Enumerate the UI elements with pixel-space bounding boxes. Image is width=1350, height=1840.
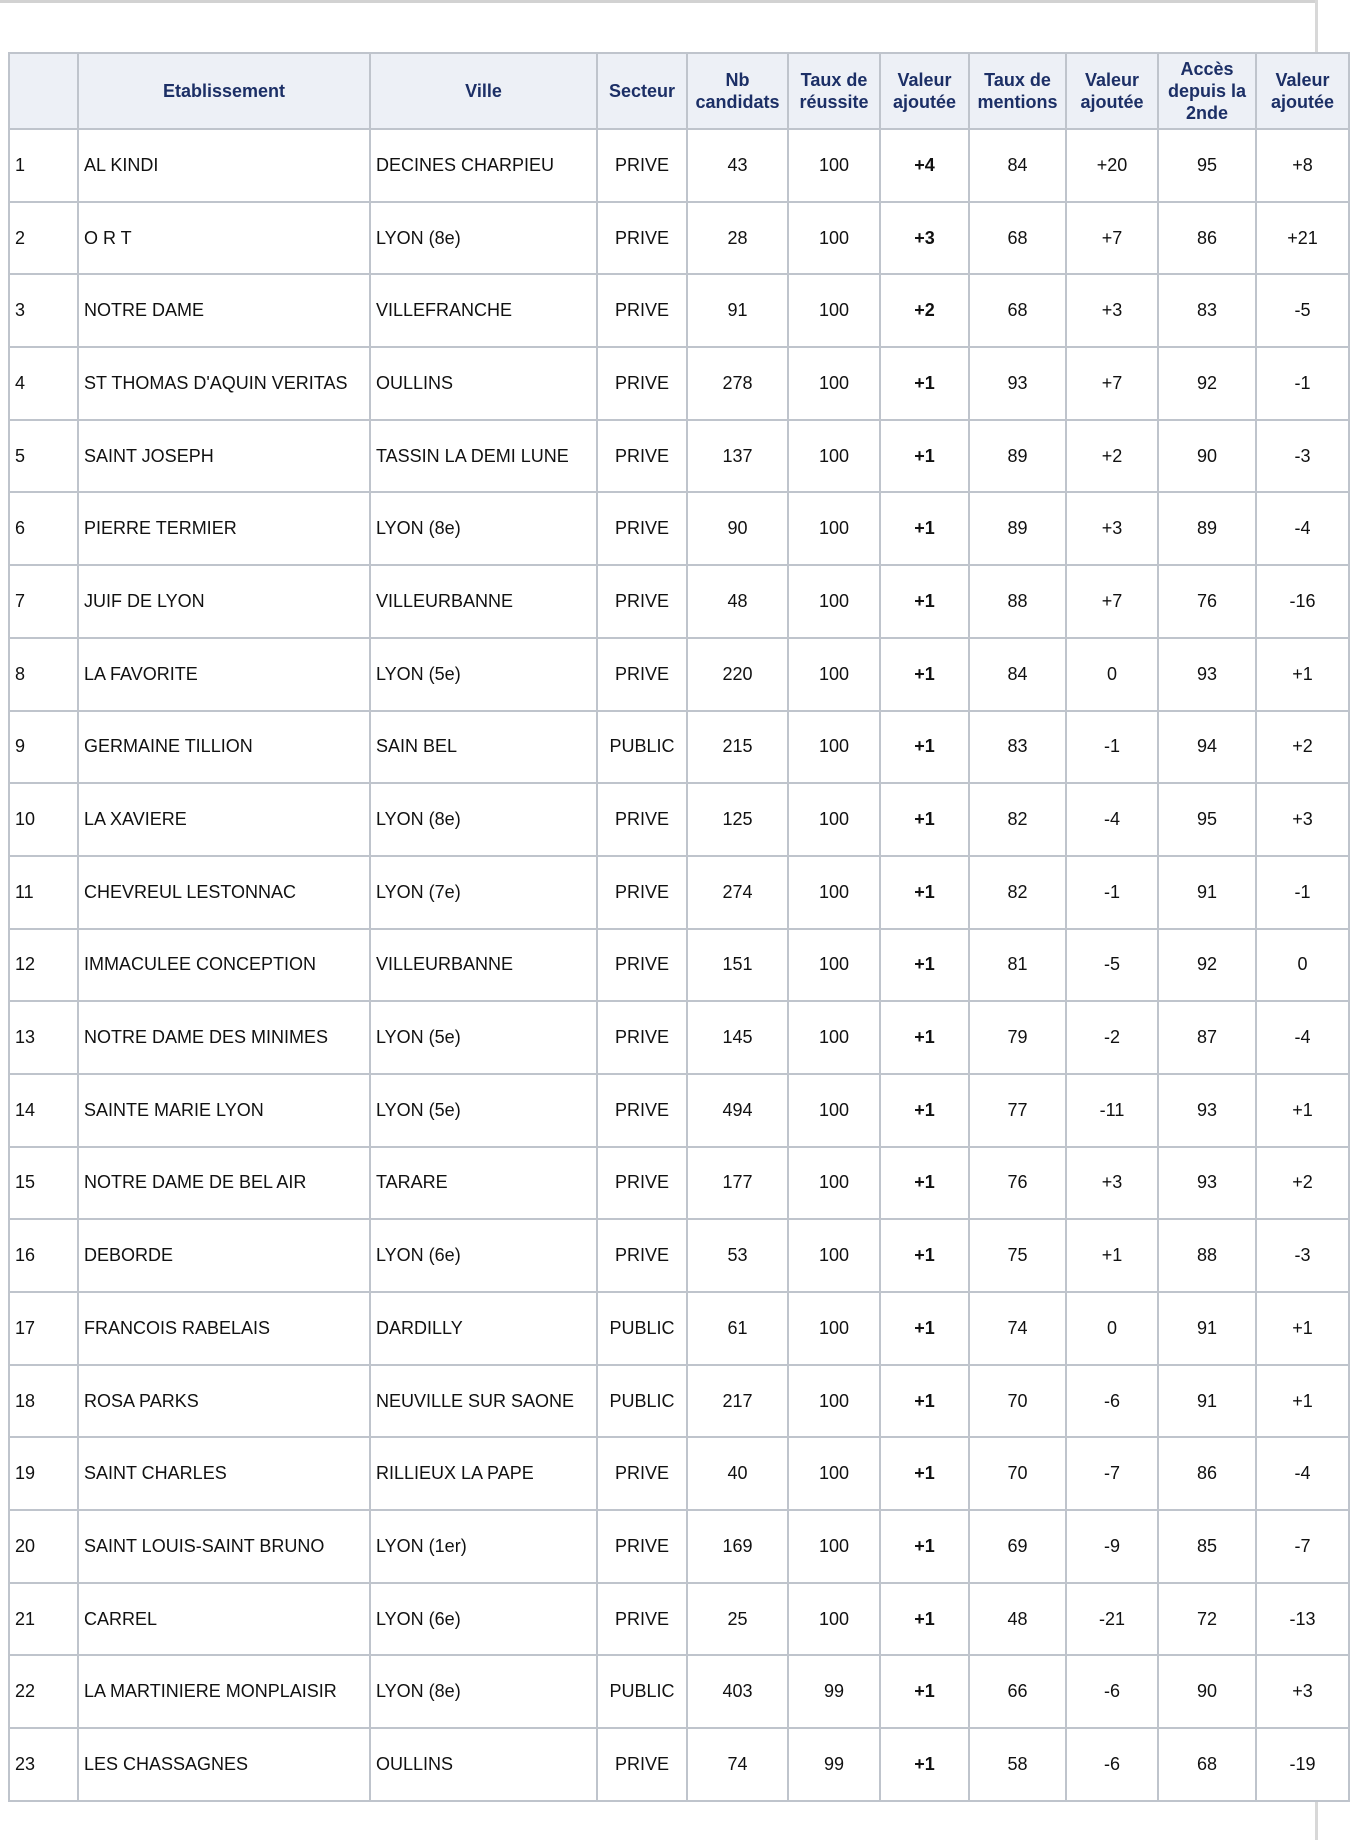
cell-rank: 16 [9, 1219, 78, 1292]
cell-nb-candidats: 278 [687, 347, 788, 420]
cell-etablissement: NOTRE DAME DE BEL AIR [78, 1147, 370, 1220]
cell-ville: OULLINS [370, 347, 597, 420]
cell-valeur-ajoutee-mentions: 0 [1066, 638, 1158, 711]
cell-taux-mentions: 75 [969, 1219, 1066, 1292]
cell-etablissement: IMMACULEE CONCEPTION [78, 929, 370, 1002]
cell-acces-2nde: 93 [1158, 1147, 1256, 1220]
table-row [9, 1583, 1349, 1656]
cell-valeur-ajoutee-mentions: +20 [1066, 129, 1158, 202]
header-valeur-ajoutee-mentions: Valeur ajoutée [1066, 53, 1158, 129]
table-row [9, 638, 1349, 711]
cell-secteur: PRIVE [597, 420, 687, 493]
cell-ville: LYON (8e) [370, 783, 597, 856]
cell-ville: LYON (8e) [370, 492, 597, 565]
cell-etablissement: AL KINDI [78, 129, 370, 202]
cell-taux-mentions: 88 [969, 565, 1066, 638]
table-row [9, 1001, 1349, 1074]
cell-ville: LYON (5e) [370, 1074, 597, 1147]
cell-ville: VILLEURBANNE [370, 565, 597, 638]
cell-acces-2nde: 86 [1158, 202, 1256, 275]
cell-etablissement: LA MARTINIERE MONPLAISIR [78, 1655, 370, 1728]
cell-nb-candidats: 74 [687, 1728, 788, 1801]
table-row [9, 274, 1349, 347]
header-etablissement: Etablissement [78, 53, 370, 129]
cell-acces-2nde: 68 [1158, 1728, 1256, 1801]
cell-secteur: PRIVE [597, 1001, 687, 1074]
table-row [9, 202, 1349, 275]
cell-taux-mentions: 82 [969, 856, 1066, 929]
cell-valeur-ajoutee-mentions: +1 [1066, 1219, 1158, 1292]
cell-valeur-ajoutee-acces: -19 [1256, 1728, 1349, 1801]
cell-valeur-ajoutee-reussite: +1 [880, 565, 969, 638]
cell-secteur: PRIVE [597, 1583, 687, 1656]
cell-etablissement: NOTRE DAME [78, 274, 370, 347]
cell-etablissement: ST THOMAS D'AQUIN VERITAS [78, 347, 370, 420]
cell-ville: DARDILLY [370, 1292, 597, 1365]
cell-acces-2nde: 95 [1158, 783, 1256, 856]
cell-nb-candidats: 90 [687, 492, 788, 565]
cell-rank: 8 [9, 638, 78, 711]
cell-nb-candidats: 403 [687, 1655, 788, 1728]
cell-taux-mentions: 84 [969, 129, 1066, 202]
header-valeur-ajoutee-reussite: Valeur ajoutée [880, 53, 969, 129]
cell-secteur: PRIVE [597, 1728, 687, 1801]
cell-acces-2nde: 91 [1158, 856, 1256, 929]
cell-rank: 14 [9, 1074, 78, 1147]
cell-etablissement: CARREL [78, 1583, 370, 1656]
cell-nb-candidats: 220 [687, 638, 788, 711]
cell-acces-2nde: 92 [1158, 347, 1256, 420]
cell-secteur: PRIVE [597, 856, 687, 929]
cell-rank: 10 [9, 783, 78, 856]
cell-nb-candidats: 125 [687, 783, 788, 856]
cell-taux-reussite: 100 [788, 1510, 880, 1583]
cell-valeur-ajoutee-acces: +3 [1256, 1655, 1349, 1728]
cell-etablissement: LA FAVORITE [78, 638, 370, 711]
cell-secteur: PRIVE [597, 1074, 687, 1147]
cell-ville: VILLEFRANCHE [370, 274, 597, 347]
cell-etablissement: GERMAINE TILLION [78, 711, 370, 784]
cell-rank: 22 [9, 1655, 78, 1728]
cell-valeur-ajoutee-reussite: +1 [880, 1583, 969, 1656]
header-row [9, 53, 1349, 129]
cell-valeur-ajoutee-mentions: +7 [1066, 565, 1158, 638]
cell-acces-2nde: 90 [1158, 1655, 1256, 1728]
cell-taux-mentions: 70 [969, 1365, 1066, 1438]
table-row [9, 783, 1349, 856]
cell-acces-2nde: 72 [1158, 1583, 1256, 1656]
cell-secteur: PUBLIC [597, 1655, 687, 1728]
cell-valeur-ajoutee-reussite: +1 [880, 492, 969, 565]
cell-ville: LYON (5e) [370, 1001, 597, 1074]
cell-valeur-ajoutee-reussite: +4 [880, 129, 969, 202]
cell-valeur-ajoutee-mentions: -21 [1066, 1583, 1158, 1656]
table-row [9, 1147, 1349, 1220]
cell-valeur-ajoutee-mentions: -6 [1066, 1728, 1158, 1801]
table-row [9, 1365, 1349, 1438]
cell-valeur-ajoutee-mentions: -6 [1066, 1655, 1158, 1728]
cell-secteur: PRIVE [597, 929, 687, 1002]
cell-secteur: PRIVE [597, 202, 687, 275]
cell-ville: LYON (5e) [370, 638, 597, 711]
cell-rank: 7 [9, 565, 78, 638]
cell-valeur-ajoutee-reussite: +1 [880, 783, 969, 856]
cell-secteur: PRIVE [597, 1219, 687, 1292]
cell-etablissement: FRANCOIS RABELAIS [78, 1292, 370, 1365]
cell-nb-candidats: 217 [687, 1365, 788, 1438]
cell-rank: 4 [9, 347, 78, 420]
cell-taux-reussite: 100 [788, 1147, 880, 1220]
cell-ville: NEUVILLE SUR SAONE [370, 1365, 597, 1438]
cell-valeur-ajoutee-mentions: +2 [1066, 420, 1158, 493]
cell-rank: 17 [9, 1292, 78, 1365]
table-row [9, 1219, 1349, 1292]
cell-acces-2nde: 88 [1158, 1219, 1256, 1292]
cell-acces-2nde: 91 [1158, 1365, 1256, 1438]
cell-valeur-ajoutee-reussite: +1 [880, 1437, 969, 1510]
cell-nb-candidats: 43 [687, 129, 788, 202]
cell-rank: 18 [9, 1365, 78, 1438]
cell-valeur-ajoutee-reussite: +1 [880, 638, 969, 711]
cell-nb-candidats: 40 [687, 1437, 788, 1510]
cell-ville: DECINES CHARPIEU [370, 129, 597, 202]
cell-valeur-ajoutee-reussite: +1 [880, 929, 969, 1002]
cell-valeur-ajoutee-mentions: -11 [1066, 1074, 1158, 1147]
cell-acces-2nde: 91 [1158, 1292, 1256, 1365]
cell-secteur: PRIVE [597, 1147, 687, 1220]
cell-taux-mentions: 68 [969, 202, 1066, 275]
cell-etablissement: JUIF DE LYON [78, 565, 370, 638]
cell-valeur-ajoutee-reussite: +1 [880, 1728, 969, 1801]
cell-taux-reussite: 100 [788, 129, 880, 202]
cell-valeur-ajoutee-acces: -5 [1256, 274, 1349, 347]
cell-ville: LYON (6e) [370, 1583, 597, 1656]
cell-secteur: PRIVE [597, 347, 687, 420]
cell-taux-reussite: 100 [788, 274, 880, 347]
header-rank [9, 53, 78, 129]
cell-valeur-ajoutee-acces: -4 [1256, 1001, 1349, 1074]
table-row [9, 420, 1349, 493]
cell-taux-reussite: 100 [788, 202, 880, 275]
cell-valeur-ajoutee-mentions: +3 [1066, 274, 1158, 347]
cell-valeur-ajoutee-mentions: +3 [1066, 1147, 1158, 1220]
cell-taux-reussite: 100 [788, 1365, 880, 1438]
cell-valeur-ajoutee-acces: +8 [1256, 129, 1349, 202]
cell-nb-candidats: 177 [687, 1147, 788, 1220]
cell-valeur-ajoutee-acces: 0 [1256, 929, 1349, 1002]
cell-ville: VILLEURBANNE [370, 929, 597, 1002]
cell-valeur-ajoutee-acces: +1 [1256, 638, 1349, 711]
header-nb-candidats: Nb candidats [687, 53, 788, 129]
results-table [8, 52, 1350, 1802]
cell-rank: 5 [9, 420, 78, 493]
cell-acces-2nde: 93 [1158, 1074, 1256, 1147]
cell-rank: 23 [9, 1728, 78, 1801]
cell-valeur-ajoutee-acces: +21 [1256, 202, 1349, 275]
table-row [9, 492, 1349, 565]
cell-taux-mentions: 76 [969, 1147, 1066, 1220]
cell-taux-reussite: 100 [788, 711, 880, 784]
cell-secteur: PRIVE [597, 129, 687, 202]
cell-valeur-ajoutee-reussite: +1 [880, 347, 969, 420]
cell-valeur-ajoutee-acces: -7 [1256, 1510, 1349, 1583]
cell-valeur-ajoutee-mentions: -7 [1066, 1437, 1158, 1510]
cell-nb-candidats: 145 [687, 1001, 788, 1074]
cell-ville: LYON (8e) [370, 1655, 597, 1728]
cell-ville: LYON (8e) [370, 202, 597, 275]
cell-nb-candidats: 28 [687, 202, 788, 275]
cell-taux-reussite: 100 [788, 783, 880, 856]
table-row [9, 1728, 1349, 1801]
cell-taux-mentions: 89 [969, 492, 1066, 565]
cell-acces-2nde: 86 [1158, 1437, 1256, 1510]
cell-acces-2nde: 89 [1158, 492, 1256, 565]
cell-valeur-ajoutee-reussite: +1 [880, 711, 969, 784]
cell-taux-mentions: 82 [969, 783, 1066, 856]
cell-etablissement: SAINTE MARIE LYON [78, 1074, 370, 1147]
cell-taux-reussite: 100 [788, 1074, 880, 1147]
table-row [9, 1655, 1349, 1728]
cell-ville: LYON (1er) [370, 1510, 597, 1583]
table-row [9, 347, 1349, 420]
cell-taux-mentions: 83 [969, 711, 1066, 784]
cell-etablissement: SAINT CHARLES [78, 1437, 370, 1510]
cell-valeur-ajoutee-reussite: +1 [880, 1510, 969, 1583]
cell-valeur-ajoutee-mentions: +7 [1066, 347, 1158, 420]
cell-valeur-ajoutee-acces: +3 [1256, 783, 1349, 856]
table-row [9, 1074, 1349, 1147]
cell-valeur-ajoutee-acces: -1 [1256, 347, 1349, 420]
table-header [9, 53, 1349, 129]
cell-valeur-ajoutee-acces: -1 [1256, 856, 1349, 929]
cell-nb-candidats: 151 [687, 929, 788, 1002]
cell-acces-2nde: 94 [1158, 711, 1256, 784]
cell-valeur-ajoutee-mentions: 0 [1066, 1292, 1158, 1365]
cell-nb-candidats: 215 [687, 711, 788, 784]
cell-secteur: PRIVE [597, 1437, 687, 1510]
cell-taux-mentions: 79 [969, 1001, 1066, 1074]
cell-acces-2nde: 76 [1158, 565, 1256, 638]
cell-rank: 19 [9, 1437, 78, 1510]
cell-ville: LYON (6e) [370, 1219, 597, 1292]
cell-nb-candidats: 48 [687, 565, 788, 638]
cell-rank: 12 [9, 929, 78, 1002]
cell-nb-candidats: 25 [687, 1583, 788, 1656]
cell-acces-2nde: 95 [1158, 129, 1256, 202]
cell-valeur-ajoutee-mentions: -9 [1066, 1510, 1158, 1583]
cell-etablissement: LES CHASSAGNES [78, 1728, 370, 1801]
cell-taux-reussite: 100 [788, 1001, 880, 1074]
header-valeur-ajoutee-acces: Valeur ajoutée [1256, 53, 1349, 129]
cell-secteur: PRIVE [597, 492, 687, 565]
cell-secteur: PUBLIC [597, 1292, 687, 1365]
table-row [9, 856, 1349, 929]
cell-taux-mentions: 70 [969, 1437, 1066, 1510]
cell-valeur-ajoutee-reussite: +1 [880, 420, 969, 493]
cell-acces-2nde: 87 [1158, 1001, 1256, 1074]
cell-valeur-ajoutee-reussite: +1 [880, 1292, 969, 1365]
cell-valeur-ajoutee-reussite: +1 [880, 1365, 969, 1438]
cell-etablissement: LA XAVIERE [78, 783, 370, 856]
cell-secteur: PRIVE [597, 1510, 687, 1583]
cell-ville: LYON (7e) [370, 856, 597, 929]
table-row [9, 1510, 1349, 1583]
cell-ville: TARARE [370, 1147, 597, 1220]
top-divider [0, 0, 1318, 3]
cell-valeur-ajoutee-mentions: -5 [1066, 929, 1158, 1002]
table-row [9, 129, 1349, 202]
cell-etablissement: SAINT LOUIS-SAINT BRUNO [78, 1510, 370, 1583]
cell-taux-mentions: 84 [969, 638, 1066, 711]
cell-valeur-ajoutee-acces: +1 [1256, 1292, 1349, 1365]
cell-secteur: PRIVE [597, 638, 687, 711]
cell-acces-2nde: 93 [1158, 638, 1256, 711]
cell-etablissement: ROSA PARKS [78, 1365, 370, 1438]
header-secteur: Secteur [597, 53, 687, 129]
cell-valeur-ajoutee-acces: -16 [1256, 565, 1349, 638]
cell-valeur-ajoutee-acces: +2 [1256, 711, 1349, 784]
cell-taux-mentions: 66 [969, 1655, 1066, 1728]
cell-taux-mentions: 58 [969, 1728, 1066, 1801]
cell-etablissement: PIERRE TERMIER [78, 492, 370, 565]
cell-valeur-ajoutee-mentions: -1 [1066, 711, 1158, 784]
cell-valeur-ajoutee-reussite: +1 [880, 856, 969, 929]
cell-taux-reussite: 100 [788, 1583, 880, 1656]
cell-acces-2nde: 83 [1158, 274, 1256, 347]
cell-taux-reussite: 100 [788, 856, 880, 929]
cell-nb-candidats: 494 [687, 1074, 788, 1147]
cell-ville: OULLINS [370, 1728, 597, 1801]
cell-taux-reussite: 100 [788, 638, 880, 711]
cell-taux-reussite: 100 [788, 347, 880, 420]
cell-secteur: PRIVE [597, 274, 687, 347]
cell-etablissement: O R T [78, 202, 370, 275]
cell-rank: 20 [9, 1510, 78, 1583]
cell-taux-reussite: 100 [788, 492, 880, 565]
cell-valeur-ajoutee-mentions: -1 [1066, 856, 1158, 929]
table-row [9, 1292, 1349, 1365]
results-table-container [8, 52, 1335, 1796]
cell-valeur-ajoutee-acces: -3 [1256, 420, 1349, 493]
header-taux-reussite: Taux de réussite [788, 53, 880, 129]
cell-valeur-ajoutee-mentions: -6 [1066, 1365, 1158, 1438]
cell-taux-mentions: 89 [969, 420, 1066, 493]
cell-valeur-ajoutee-acces: -4 [1256, 492, 1349, 565]
cell-secteur: PRIVE [597, 565, 687, 638]
cell-valeur-ajoutee-reussite: +1 [880, 1219, 969, 1292]
cell-valeur-ajoutee-reussite: +3 [880, 202, 969, 275]
cell-taux-mentions: 81 [969, 929, 1066, 1002]
table-row [9, 929, 1349, 1002]
cell-valeur-ajoutee-acces: -3 [1256, 1219, 1349, 1292]
cell-taux-mentions: 77 [969, 1074, 1066, 1147]
cell-taux-mentions: 68 [969, 274, 1066, 347]
cell-valeur-ajoutee-acces: -13 [1256, 1583, 1349, 1656]
cell-taux-mentions: 69 [969, 1510, 1066, 1583]
header-acces-2nde: Accès depuis la 2nde [1158, 53, 1256, 129]
cell-nb-candidats: 274 [687, 856, 788, 929]
cell-valeur-ajoutee-reussite: +1 [880, 1001, 969, 1074]
cell-taux-mentions: 48 [969, 1583, 1066, 1656]
cell-secteur: PRIVE [597, 783, 687, 856]
cell-rank: 1 [9, 129, 78, 202]
cell-valeur-ajoutee-reussite: +2 [880, 274, 969, 347]
cell-valeur-ajoutee-mentions: +3 [1066, 492, 1158, 565]
cell-valeur-ajoutee-reussite: +1 [880, 1074, 969, 1147]
cell-secteur: PUBLIC [597, 1365, 687, 1438]
cell-valeur-ajoutee-reussite: +1 [880, 1655, 969, 1728]
cell-rank: 13 [9, 1001, 78, 1074]
cell-rank: 9 [9, 711, 78, 784]
cell-rank: 3 [9, 274, 78, 347]
cell-taux-reussite: 99 [788, 1655, 880, 1728]
cell-valeur-ajoutee-acces: +2 [1256, 1147, 1349, 1220]
cell-secteur: PUBLIC [597, 711, 687, 784]
cell-etablissement: DEBORDE [78, 1219, 370, 1292]
cell-acces-2nde: 90 [1158, 420, 1256, 493]
cell-nb-candidats: 91 [687, 274, 788, 347]
cell-acces-2nde: 85 [1158, 1510, 1256, 1583]
cell-rank: 15 [9, 1147, 78, 1220]
cell-nb-candidats: 169 [687, 1510, 788, 1583]
table-row [9, 1437, 1349, 1510]
cell-taux-reussite: 100 [788, 929, 880, 1002]
cell-taux-reussite: 100 [788, 420, 880, 493]
header-taux-mentions: Taux de mentions [969, 53, 1066, 129]
cell-ville: RILLIEUX LA PAPE [370, 1437, 597, 1510]
cell-nb-candidats: 137 [687, 420, 788, 493]
cell-taux-reussite: 100 [788, 1292, 880, 1365]
cell-etablissement: SAINT JOSEPH [78, 420, 370, 493]
cell-valeur-ajoutee-acces: +1 [1256, 1074, 1349, 1147]
cell-ville: SAIN BEL [370, 711, 597, 784]
cell-acces-2nde: 92 [1158, 929, 1256, 1002]
header-ville: Ville [370, 53, 597, 129]
cell-rank: 11 [9, 856, 78, 929]
table-row [9, 711, 1349, 784]
table-row [9, 565, 1349, 638]
cell-rank: 2 [9, 202, 78, 275]
cell-taux-reussite: 100 [788, 1219, 880, 1292]
cell-valeur-ajoutee-mentions: +7 [1066, 202, 1158, 275]
cell-valeur-ajoutee-acces: -4 [1256, 1437, 1349, 1510]
cell-etablissement: NOTRE DAME DES MINIMES [78, 1001, 370, 1074]
cell-taux-mentions: 93 [969, 347, 1066, 420]
table-body [9, 129, 1349, 1801]
cell-nb-candidats: 61 [687, 1292, 788, 1365]
cell-etablissement: CHEVREUL LESTONNAC [78, 856, 370, 929]
cell-taux-reussite: 100 [788, 1437, 880, 1510]
cell-taux-mentions: 74 [969, 1292, 1066, 1365]
cell-ville: TASSIN LA DEMI LUNE [370, 420, 597, 493]
cell-valeur-ajoutee-acces: +1 [1256, 1365, 1349, 1438]
cell-valeur-ajoutee-reussite: +1 [880, 1147, 969, 1220]
cell-valeur-ajoutee-mentions: -2 [1066, 1001, 1158, 1074]
cell-rank: 21 [9, 1583, 78, 1656]
cell-valeur-ajoutee-mentions: -4 [1066, 783, 1158, 856]
cell-taux-reussite: 100 [788, 565, 880, 638]
cell-taux-reussite: 99 [788, 1728, 880, 1801]
cell-rank: 6 [9, 492, 78, 565]
cell-nb-candidats: 53 [687, 1219, 788, 1292]
